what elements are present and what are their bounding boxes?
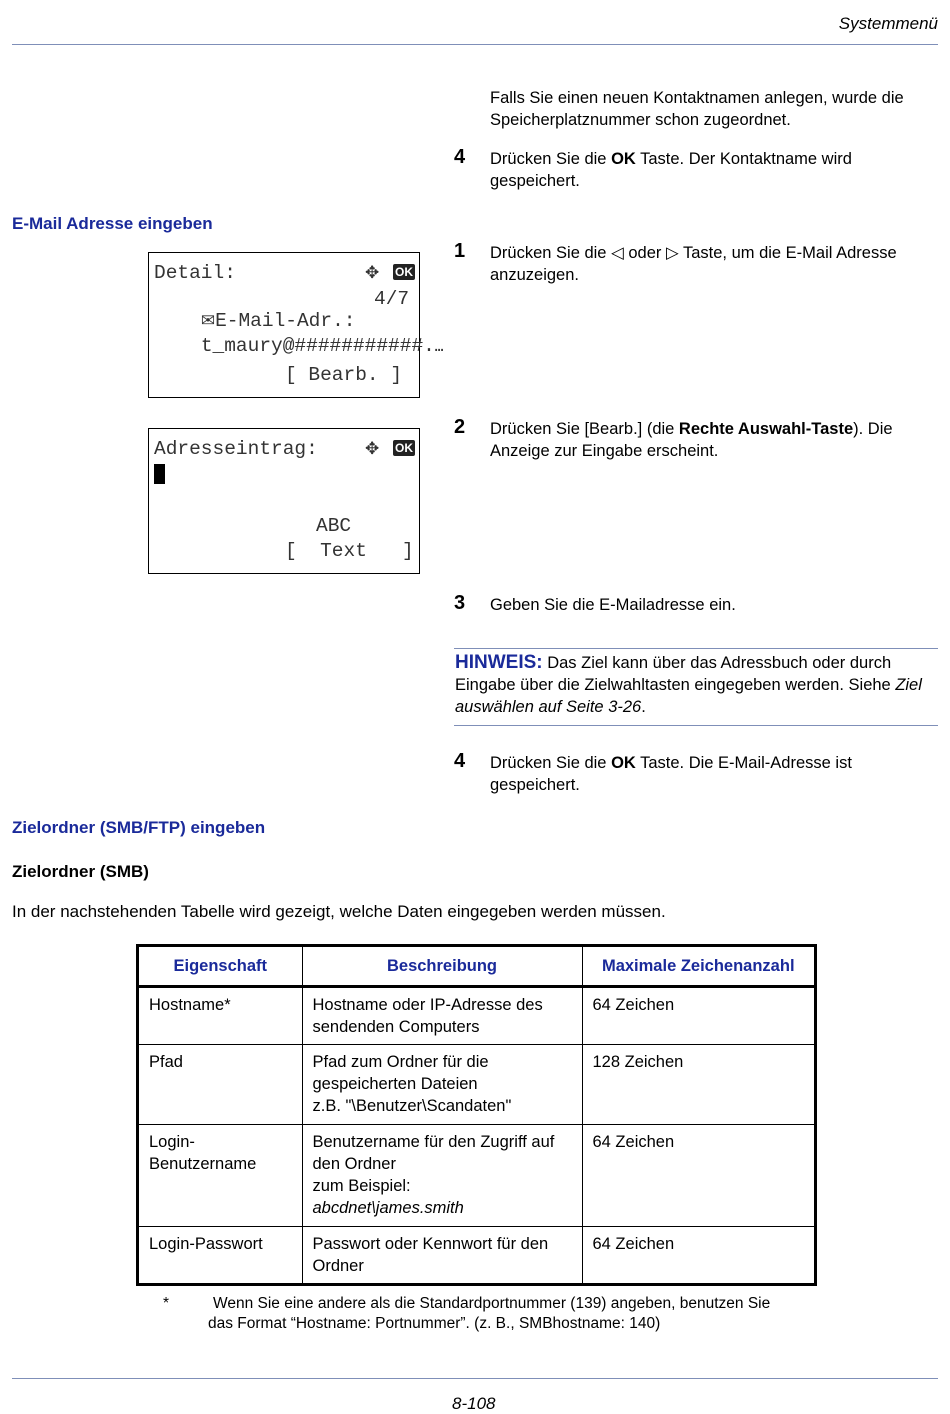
step-text: Drücken Sie die ◁ oder ▷ Taste, um die E-Mail Adresse anzuzeigen.: [490, 244, 897, 284]
lcd-input-mode: ABC: [316, 515, 352, 537]
note-rule-top: [454, 648, 938, 649]
ok-icon: OK: [395, 441, 413, 455]
lcd-softkey-bearb: [ Bearb. ]: [285, 364, 403, 386]
lcd-screen-detail: [148, 252, 444, 398]
envelope-icon: ✉: [200, 313, 216, 332]
text-cursor: [154, 464, 165, 484]
table-cell: Passwort oder Kennwort für den Ordner: [302, 1227, 582, 1284]
table-row: [139, 1227, 814, 1284]
step-number: 3: [454, 592, 466, 614]
step-number: 4: [454, 146, 466, 168]
note-rule-bottom: [454, 725, 938, 726]
section-title-folder: Zielordner (SMB/FTP) eingeben: [12, 818, 266, 837]
ellipsis-icon: …: [434, 340, 444, 356]
table-intro: In der nachstehenden Tabelle wird gezeigt, welche Daten eingegeben werden müssen.: [12, 902, 666, 921]
table-cell: 64 Zeichen: [582, 1125, 814, 1227]
step-text: Drücken Sie die OK Taste. Die E-Mail-Adresse ist gespeichert.: [490, 754, 852, 794]
subsection-title-smb: Zielordner (SMB): [12, 862, 149, 881]
step-number: 1: [454, 240, 466, 262]
table-cell: Pfad zum Ordner für die gespeicherten Dateien z.B. "\Benutzer\Scandaten": [302, 1045, 582, 1125]
header-title: Systemmenü: [838, 14, 938, 33]
table-cell: Hostname oder IP-Adresse des sendenden Computers: [302, 987, 582, 1045]
lcd-line: Detail:: [154, 262, 236, 284]
step-text: Drücken Sie [Bearb.] (die Rechte Auswahl-Taste). Die Anzeige zur Eingabe erscheint.: [490, 420, 893, 460]
table-cell: Hostname*: [139, 987, 302, 1045]
table-cell: 64 Zeichen: [582, 987, 814, 1045]
table-header-row: [139, 947, 814, 987]
column-header: Beschreibung: [302, 947, 582, 987]
table-cell: 64 Zeichen: [582, 1227, 814, 1284]
table-cell: Login-Benutzername: [139, 1125, 302, 1227]
lcd-line: Adresseintrag:: [154, 438, 318, 460]
properties-table: [136, 944, 817, 1286]
note-hinweis: HINWEIS: Das Ziel kann über das Adressbuch oder durch Eingabe über die Zielwahltasten eingegeben werden. Siehe Ziel auswählen auf Seite 3-26.: [455, 652, 922, 716]
lcd-screen-address-entry: [148, 428, 420, 574]
step-number: 4: [454, 750, 466, 772]
table-row: [139, 1125, 814, 1227]
lcd-softkey-text: [ Text ]: [285, 540, 414, 562]
table-row: [139, 987, 814, 1045]
step-text: Geben Sie die E-Mailadresse ein.: [490, 596, 736, 614]
table-cell: Pfad: [139, 1045, 302, 1125]
page-number: 8-108: [452, 1394, 496, 1413]
table-row: [139, 1045, 814, 1125]
arrows-icon: ✥: [365, 441, 380, 460]
lcd-page-indicator: 4/7: [374, 288, 410, 310]
table-cell: Login-Passwort: [139, 1227, 302, 1284]
table-cell: 128 Zeichen: [582, 1045, 814, 1125]
column-header: Maximale Zeichenanzahl: [582, 947, 814, 987]
intro-note: Falls Sie einen neuen Kontaktnamen anlegen, wurde die Speicherplatznummer schon zugeordnet.: [490, 89, 904, 129]
table-cell: Benutzername für den Zugriff auf den Ordner zum Beispiel: abcdnet\james.smith: [302, 1125, 582, 1227]
footer-rule: [12, 1378, 938, 1379]
lcd-line: E-Mail-Adr.:: [215, 310, 356, 332]
left-arrow-icon: ◁: [611, 244, 624, 262]
header-rule: [12, 44, 938, 45]
section-title-email: E-Mail Adresse eingeben: [12, 214, 213, 233]
step-text: Drücken Sie die OK Taste. Der Kontaktname wird gespeichert.: [490, 150, 852, 190]
step-number: 2: [454, 416, 466, 438]
right-arrow-icon: ▷: [665, 244, 679, 262]
ok-icon: OK: [395, 265, 413, 279]
arrows-icon: ✥: [365, 265, 380, 284]
column-header: Eigenschaft: [139, 947, 302, 987]
lcd-line: t_maury@###########.: [200, 335, 435, 357]
footnote-text: Wenn Sie eine andere als die Standardportnummer (139) angeben, benutzen Sie das Format “Hostname: Portnummer”. (z. B., SMBhostname: 140): [208, 1295, 771, 1332]
footnote-mark: *: [163, 1295, 170, 1312]
